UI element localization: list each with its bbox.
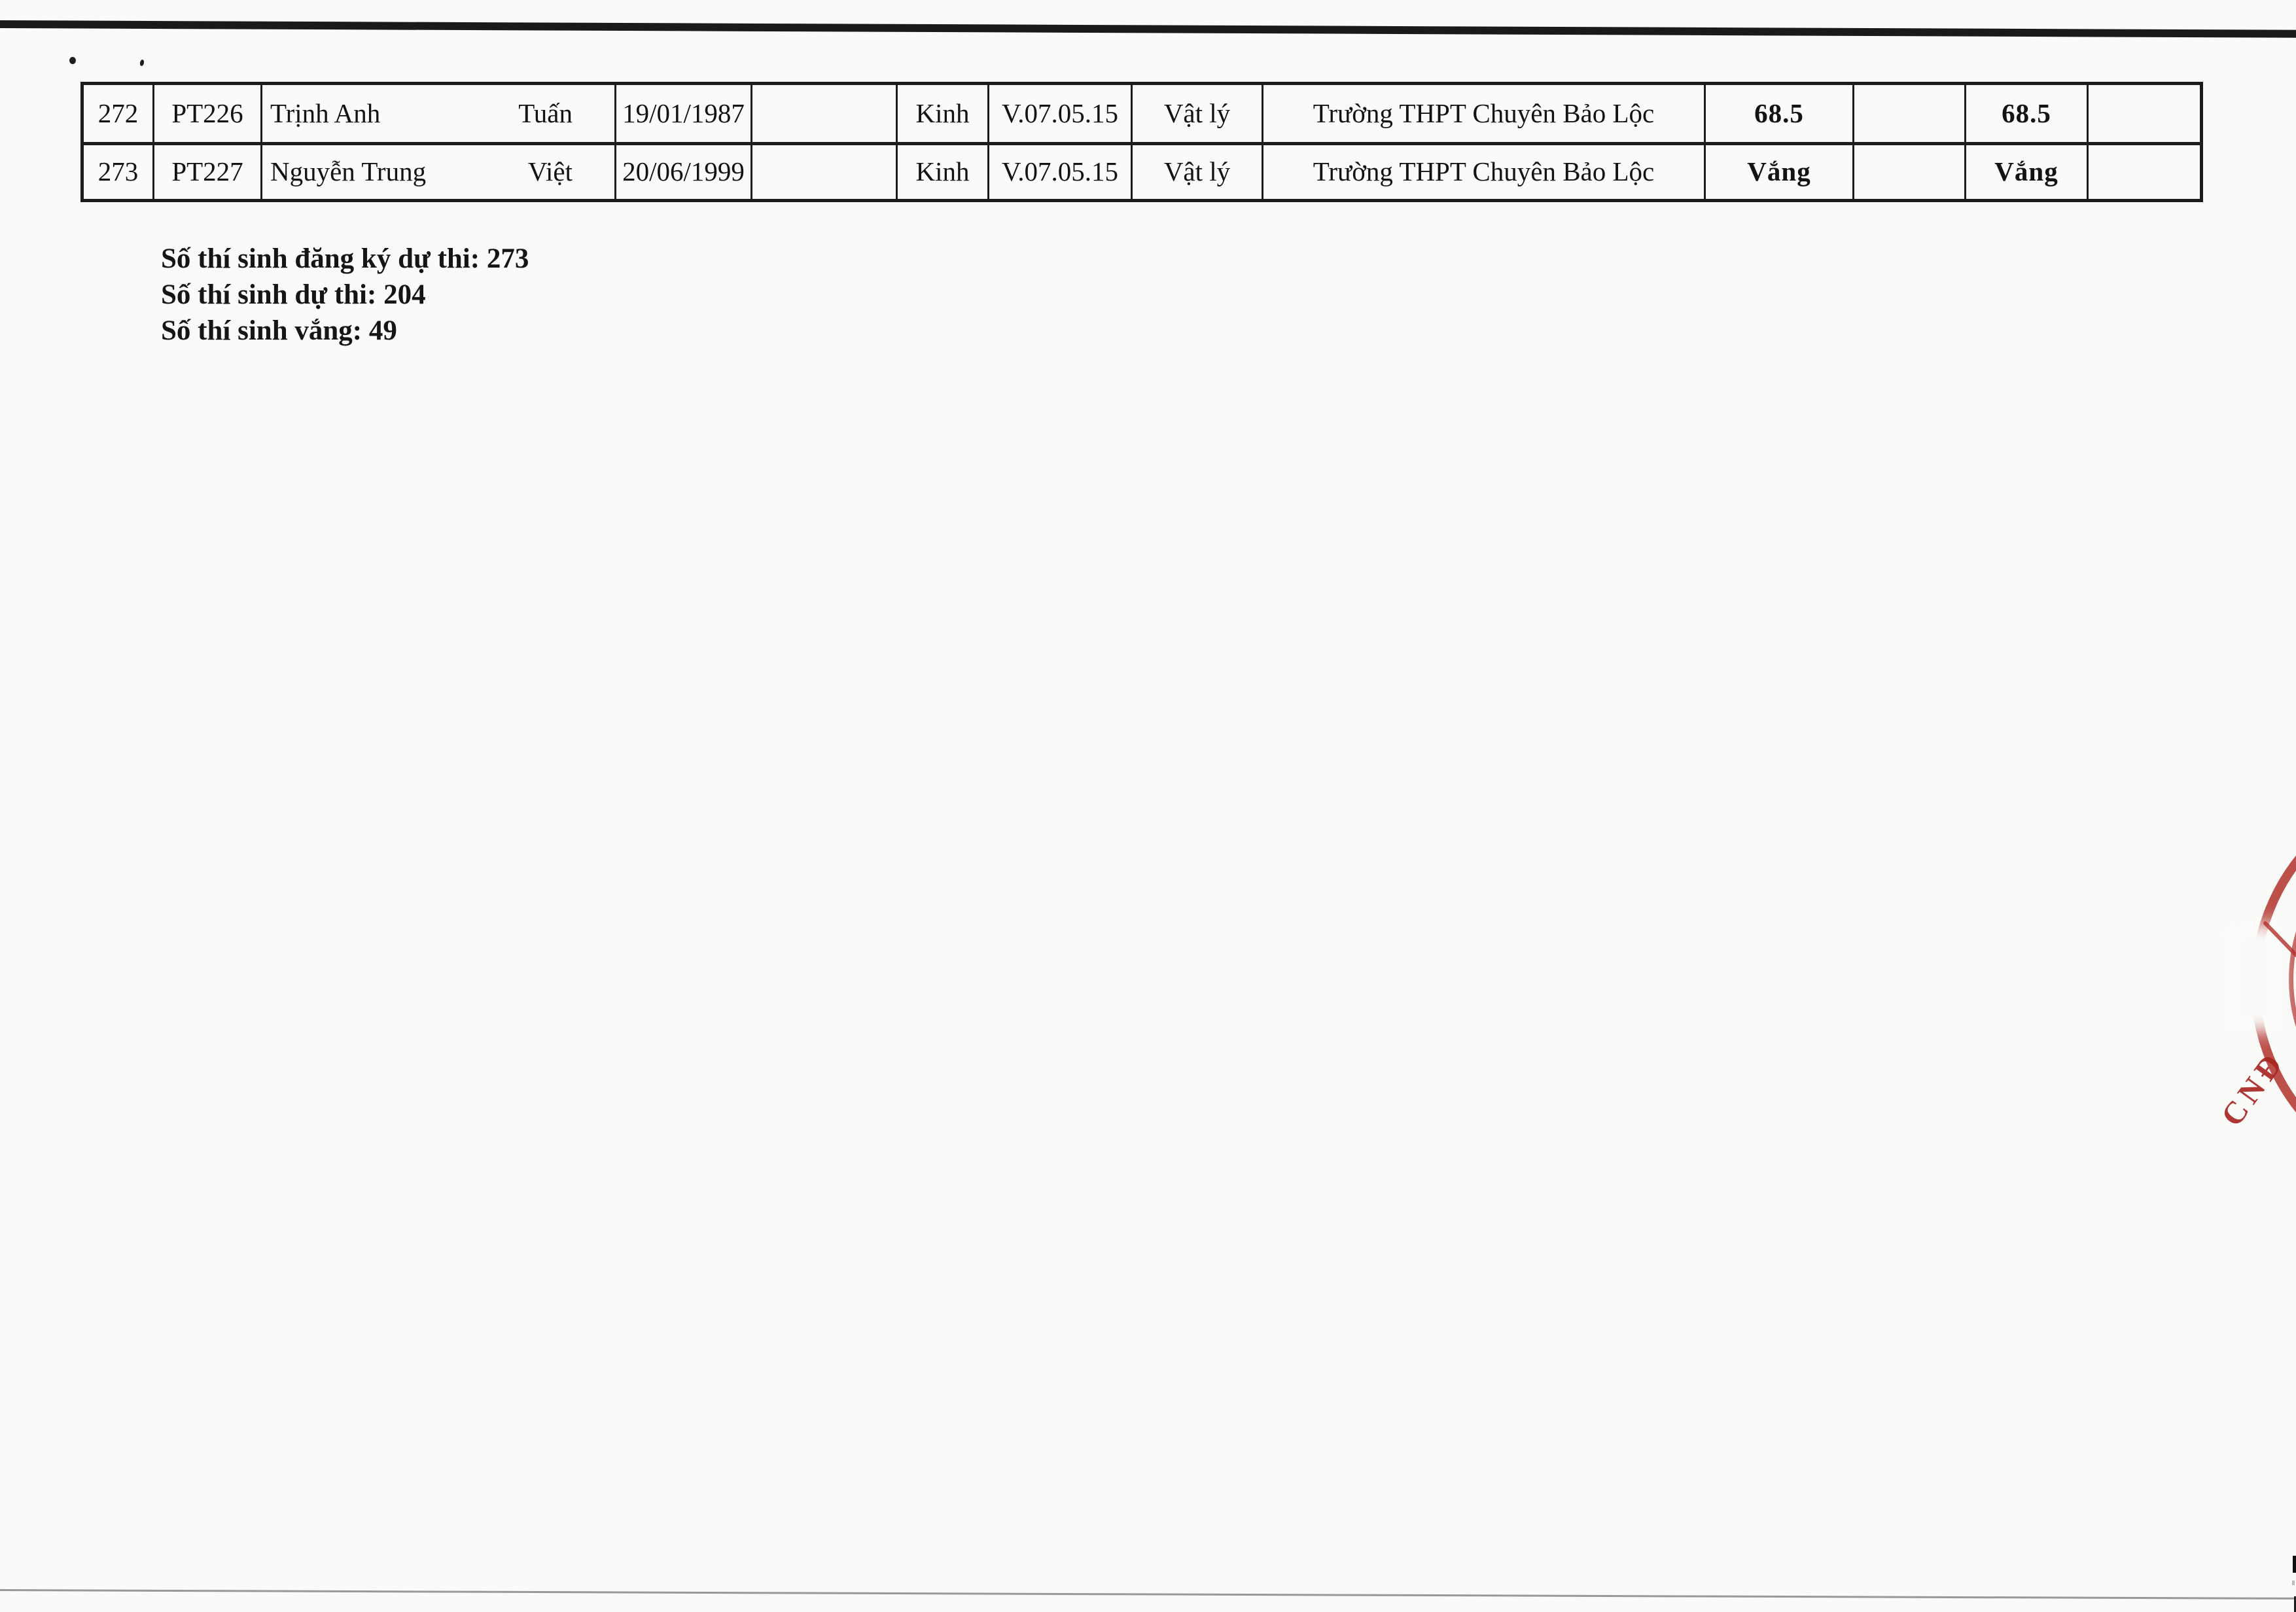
cell-empty: [752, 84, 897, 144]
scan-edge-line-bottom: [0, 1589, 2296, 1600]
cell-diem-2: 68.5: [1966, 84, 2088, 144]
cell-stt: 273: [82, 144, 154, 201]
candidate-table: [80, 82, 2203, 202]
cell-ho-ten: [262, 84, 616, 144]
ho-dem-text: Trịnh Anh: [270, 97, 381, 128]
scan-edge-mark: [2293, 1556, 2296, 1573]
cell-ngay-sinh: 19/01/1987: [616, 84, 752, 144]
stamp-text-fragment: CNĐ: [2214, 1044, 2292, 1133]
cell-diem-1: Vắng: [1705, 144, 1854, 201]
ten-text: Việt: [527, 156, 573, 187]
summary-absent: Số thí sinh vắng: 49: [161, 315, 397, 346]
ten-text: Tuấn: [518, 97, 573, 128]
cell-ma-don-vi: V.07.05.15: [989, 144, 1132, 201]
cell-sbd: PT226: [154, 84, 262, 144]
cell-ngay-sinh: 20/06/1999: [616, 144, 752, 201]
summary-block: [161, 241, 529, 349]
summary-registered: Số thí sinh đăng ký dự thi: 273: [161, 243, 529, 274]
cell-mon-thi: Vật lý: [1132, 144, 1263, 201]
cell-ho-ten: [262, 144, 616, 201]
cell-diem-2: Vắng: [1966, 144, 2088, 201]
cell-dan-toc: Kinh: [897, 144, 989, 201]
cell-diem-1: 68.5: [1705, 84, 1854, 144]
cell-truong: Trường THPT Chuyên Bảo Lộc: [1263, 144, 1705, 201]
cell-empty: [2088, 84, 2202, 144]
ink-dot: [69, 57, 76, 64]
stamp-ink-fade: [2223, 924, 2281, 1032]
ink-dot: [139, 59, 145, 66]
cell-empty: [752, 144, 897, 201]
cell-ma-don-vi: V.07.05.15: [989, 84, 1132, 144]
cell-truong: Trường THPT Chuyên Bảo Lộc: [1263, 84, 1705, 144]
scan-edge-speck: [2292, 1581, 2295, 1585]
cell-empty: [1854, 84, 1966, 144]
table-row: [82, 84, 2202, 144]
scan-edge-bar-top: [0, 20, 2296, 38]
cell-mon-thi: Vật lý: [1132, 84, 1263, 144]
cell-empty: [2088, 144, 2202, 201]
ho-dem-text: Nguyễn Trung: [270, 156, 427, 187]
cell-stt: 272: [82, 84, 154, 144]
table-row: [82, 144, 2202, 201]
cell-dan-toc: Kinh: [897, 84, 989, 144]
summary-attended: Số thí sinh dự thi: 204: [161, 279, 426, 310]
cell-sbd: PT227: [154, 144, 262, 201]
cell-empty: [1854, 144, 1966, 201]
